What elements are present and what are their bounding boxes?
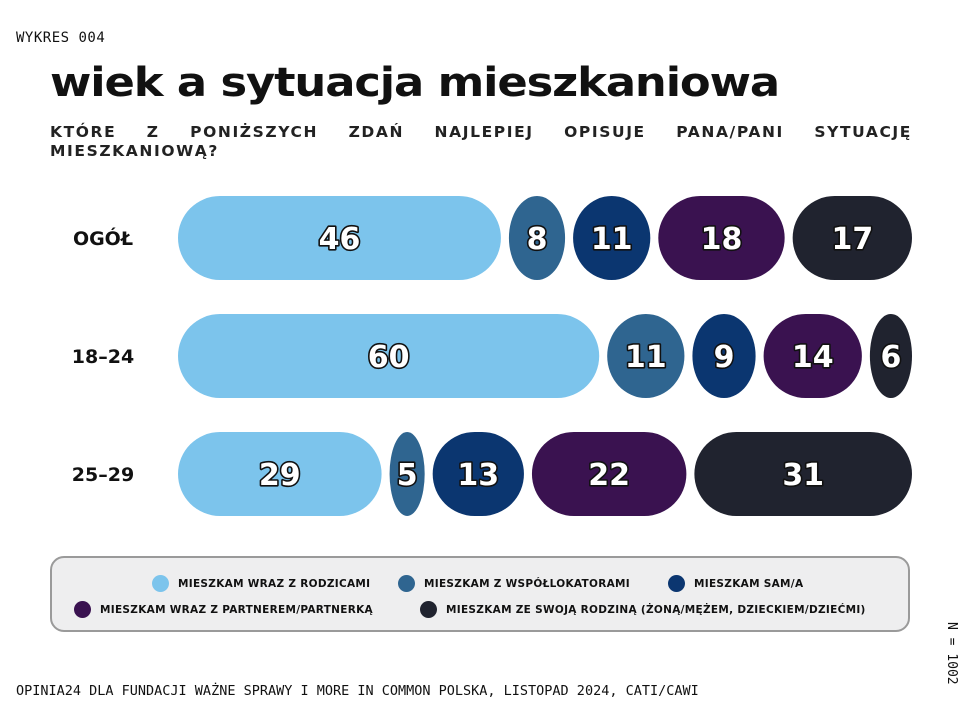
bar-value-label: 31 bbox=[782, 458, 825, 493]
bar-value-label: 8 bbox=[526, 222, 548, 257]
legend-label: MIESZKAM Z WSPÓŁLOKATORAMI bbox=[424, 577, 630, 590]
legend-item-sam bbox=[668, 575, 803, 592]
source-note: OPINIA24 DLA FUNDACJI WAŻNE SPRAWY I MORE IN COMMON POLSKA, LISTOPAD 2024, CATI/CAWI bbox=[16, 683, 699, 699]
bar-value-label: 60 bbox=[367, 340, 410, 375]
bar-value-label: 17 bbox=[831, 222, 874, 257]
legend-swatch bbox=[668, 575, 685, 592]
legend-swatch bbox=[398, 575, 415, 592]
legend-label: MIESZKAM WRAZ Z PARTNEREM/PARTNERKĄ bbox=[100, 603, 373, 616]
legend-swatch bbox=[74, 601, 91, 618]
legend-item-rodzina bbox=[420, 601, 866, 618]
row-label: OGÓŁ bbox=[72, 228, 134, 250]
legend-swatch bbox=[420, 601, 437, 618]
bar-value-label: 5 bbox=[396, 458, 418, 493]
legend-item-wspollokatorzy bbox=[398, 575, 630, 592]
legend bbox=[50, 556, 910, 632]
bar-value-label: 6 bbox=[880, 340, 902, 375]
bar-value-label: 9 bbox=[713, 340, 735, 375]
legend-swatch bbox=[152, 575, 169, 592]
row-label: 25–29 bbox=[71, 464, 135, 486]
chart-subtitle: KTÓRE Z PONIŻSZYCH ZDAŃ NAJLEPIEJ OPISUJE PANA/PANI SYTUACJĘ MIESZKANIOWĄ? bbox=[50, 123, 912, 160]
bar-value-label: 13 bbox=[457, 458, 500, 493]
sample-size-note: N = 1002 bbox=[944, 622, 959, 685]
bar-value-label: 29 bbox=[258, 458, 301, 493]
legend-item-partner bbox=[74, 601, 373, 618]
bar-value-label: 11 bbox=[590, 222, 633, 257]
bar-value-label: 14 bbox=[791, 340, 834, 375]
bar-value-label: 11 bbox=[624, 340, 667, 375]
bar-value-label: 22 bbox=[588, 458, 631, 493]
chart-title: wiek a sytuacja mieszkaniowa bbox=[50, 60, 779, 106]
legend-label: MIESZKAM SAM/A bbox=[694, 577, 804, 590]
legend-label: MIESZKAM ZE SWOJĄ RODZINĄ (ŻONĄ/MĘŻEM, DZIECKIEM/DZIEĆMI) bbox=[446, 603, 866, 616]
legend-item-rodzice bbox=[152, 575, 370, 592]
bar-value-label: 46 bbox=[318, 222, 361, 257]
chart-label: WYKRES 004 bbox=[16, 30, 106, 46]
bar-value-label: 18 bbox=[700, 222, 743, 257]
legend-label: MIESZKAM WRAZ Z RODZICAMI bbox=[178, 577, 371, 590]
row-label: 18–24 bbox=[71, 346, 135, 368]
